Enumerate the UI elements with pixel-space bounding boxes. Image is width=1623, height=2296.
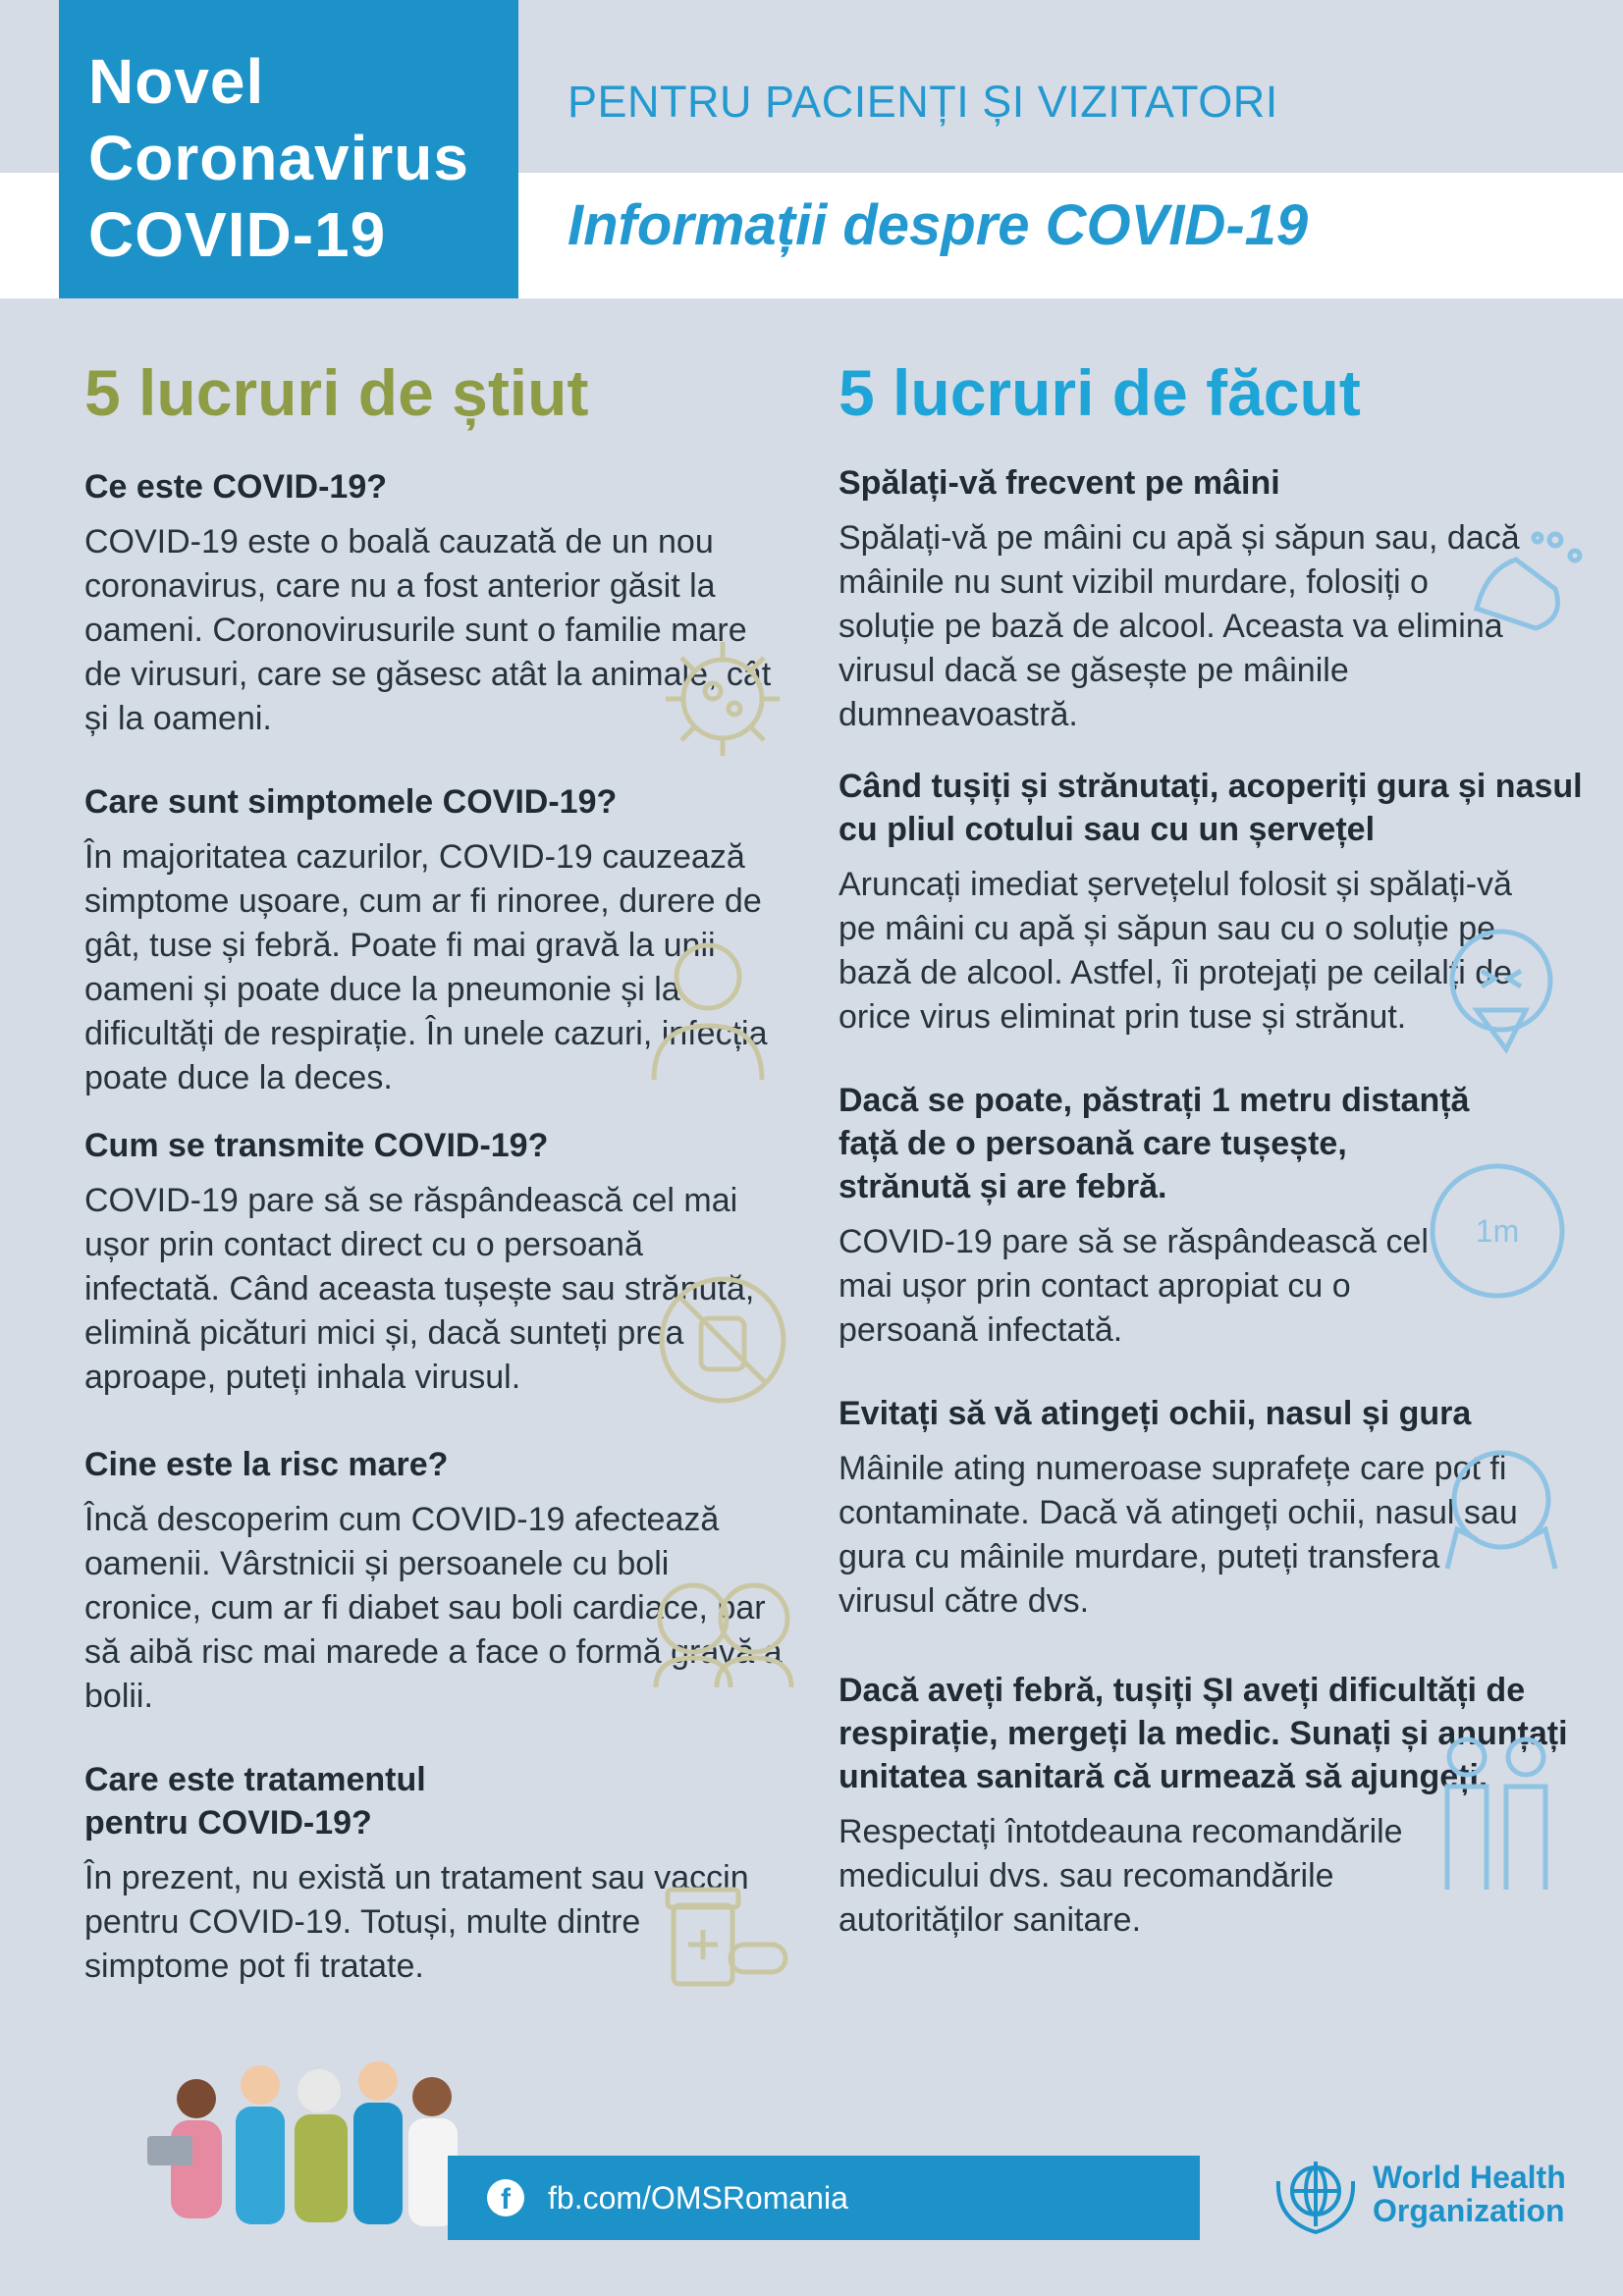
right-item-3-text: COVID-19 pare să se răspândească cel mai ușor prin contact apropiat cu o persoană infectată. xyxy=(839,1223,1429,1349)
subtitle: Informații despre COVID-19 xyxy=(568,193,1309,257)
right-item-1 xyxy=(839,461,1604,737)
medicine-icon xyxy=(654,1876,791,2003)
left-item-2-title: Care sunt simptomele COVID-19? xyxy=(84,783,618,821)
right-item-5-title: Dacă aveți febră, tușiți ȘI aveți dificultăți de respirație, mergeți la medic. Sunați și anunțați unitatea sanitară că urmează să ajungeți. xyxy=(839,1672,1568,1795)
who-line-2: Organization xyxy=(1373,2193,1565,2228)
left-item-4 xyxy=(84,1443,811,1719)
left-item-2 xyxy=(84,780,811,1100)
who-emblem-icon xyxy=(1269,2152,1363,2236)
right-item-1-title: Spălați-vă frecvent pe mâini xyxy=(839,464,1280,502)
facebook-icon: f xyxy=(487,2179,524,2216)
left-heading: 5 lucruri de știut xyxy=(84,356,589,429)
title-line-1: Novel xyxy=(88,46,265,117)
right-heading: 5 lucruri de făcut xyxy=(839,356,1361,429)
health-workers-illustration xyxy=(137,2057,471,2240)
virus-icon xyxy=(654,630,791,768)
sneeze-icon xyxy=(1428,912,1575,1059)
who-line-1: World Health xyxy=(1373,2160,1566,2195)
title-line-3: COVID-19 xyxy=(88,199,387,270)
left-item-4-title: Cine este la risc mare? xyxy=(84,1446,449,1483)
who-logo xyxy=(1269,2152,1566,2236)
title-box xyxy=(59,0,518,298)
right-item-5 xyxy=(839,1669,1604,1943)
right-item-2 xyxy=(839,765,1604,1040)
right-item-3 xyxy=(839,1079,1604,1353)
audience-label: PENTRU PACIENȚI ȘI VIZITATORI xyxy=(568,77,1278,127)
right-item-1-text: Spălați-vă pe mâini cu apă și săpun sau, dacă mâinile nu sunt vizibil murdare, folosiți o soluție pe bază de alcool. Aceasta va elimina virusul dacă se găsește pe mâinile dumneavoastră. xyxy=(839,519,1520,733)
right-item-5-text: Respectați întotdeauna recomandările medicului dvs. sau recomandările autorităților sanitare. xyxy=(839,1813,1403,1939)
title-line-2: Coronavirus xyxy=(88,123,469,193)
right-column xyxy=(839,353,1604,1943)
left-item-5-text: În prezent, nu există un tratament sau vaccin pentru COVID-19. Totuși, multe dintre simptome pot fi tratate. xyxy=(84,1859,749,1985)
left-item-1-text: COVID-19 este o boală cauzată de un nou coronavirus, care nu a fost anterior găsit la oameni. Coronovirusurile sunt o familie mare de virusuri, care se găsesc atât la animale, cât și la oameni. xyxy=(84,523,772,737)
left-item-3 xyxy=(84,1124,811,1400)
doctor-icon xyxy=(1428,1728,1565,1895)
right-item-3-title: Dacă se poate, păstrați 1 metru distanță față de o persoană care tușește, strănută și are febră. xyxy=(839,1082,1470,1205)
right-item-4 xyxy=(839,1392,1604,1624)
facebook-link[interactable]: fb.com/OMSRomania xyxy=(548,2179,848,2216)
no-contact-icon xyxy=(654,1271,791,1409)
right-item-4-title: Evitați să vă atingeți ochii, nasul și gura xyxy=(839,1395,1472,1432)
left-item-1-title: Ce este COVID-19? xyxy=(84,468,387,506)
right-item-2-text: Aruncați imediat șervețelul folosit și spălați-vă pe mâini cu apă și săpun sau cu o soluție pe bază de alcool. Astfel, îi protejați pe ceilalți de orice virus eliminat prin tuse și strănut. xyxy=(839,866,1513,1036)
facebook-bar[interactable] xyxy=(448,2156,1200,2240)
left-item-2-text: În majoritatea cazurilor, COVID-19 cauzează simptome ușoare, cum ar fi rinoree, durere de gât, tuse și febră. Poate fi mai gravă la unii oameni și poate duce la pneumonie și la dificultăți de respirație. În unele cazuri, infecția poate duce la deces. xyxy=(84,838,768,1096)
left-item-1 xyxy=(84,465,811,741)
right-item-4-text: Mâinile ating numeroase suprafețe care pot fi contaminate. Dacă vă atingeți ochii, nasul sau gura cu mâinile murdare, puteți transfera virusul către dvs. xyxy=(839,1450,1518,1620)
distance-label: 1m xyxy=(1475,1213,1520,1249)
sick-person-icon xyxy=(634,928,782,1085)
face-touch-icon xyxy=(1428,1431,1575,1578)
left-item-4-text: Încă descoperim cum COVID-19 afectează oamenii. Vârstnicii și persoanele cu boli cronice, cum ar fi diabet sau boli cardiace, par să aibă risc mai marede a face o formă gravă a bolii. xyxy=(84,1501,783,1715)
left-item-3-text: COVID-19 pare să se răspândească cel mai ușor prin contact direct cu o persoană infectată. Când aceasta tușește sau strănută, elimină picături mici și, dacă sunteți prea aproape, puteți inhala virusul. xyxy=(84,1182,755,1396)
handwashing-icon xyxy=(1457,520,1595,648)
left-item-5-title: Care este tratamentul pentru COVID-19? xyxy=(84,1761,426,1842)
elderly-people-icon xyxy=(644,1565,801,1692)
left-item-5 xyxy=(84,1758,811,1989)
left-item-3-title: Cum se transmite COVID-19? xyxy=(84,1127,549,1164)
distance-icon xyxy=(1424,1157,1571,1305)
right-item-2-title: Când tușiți și strănutați, acoperiți gura și nasul cu pliul cotului sau cu un șervețel xyxy=(839,768,1583,848)
left-column xyxy=(84,353,811,1989)
